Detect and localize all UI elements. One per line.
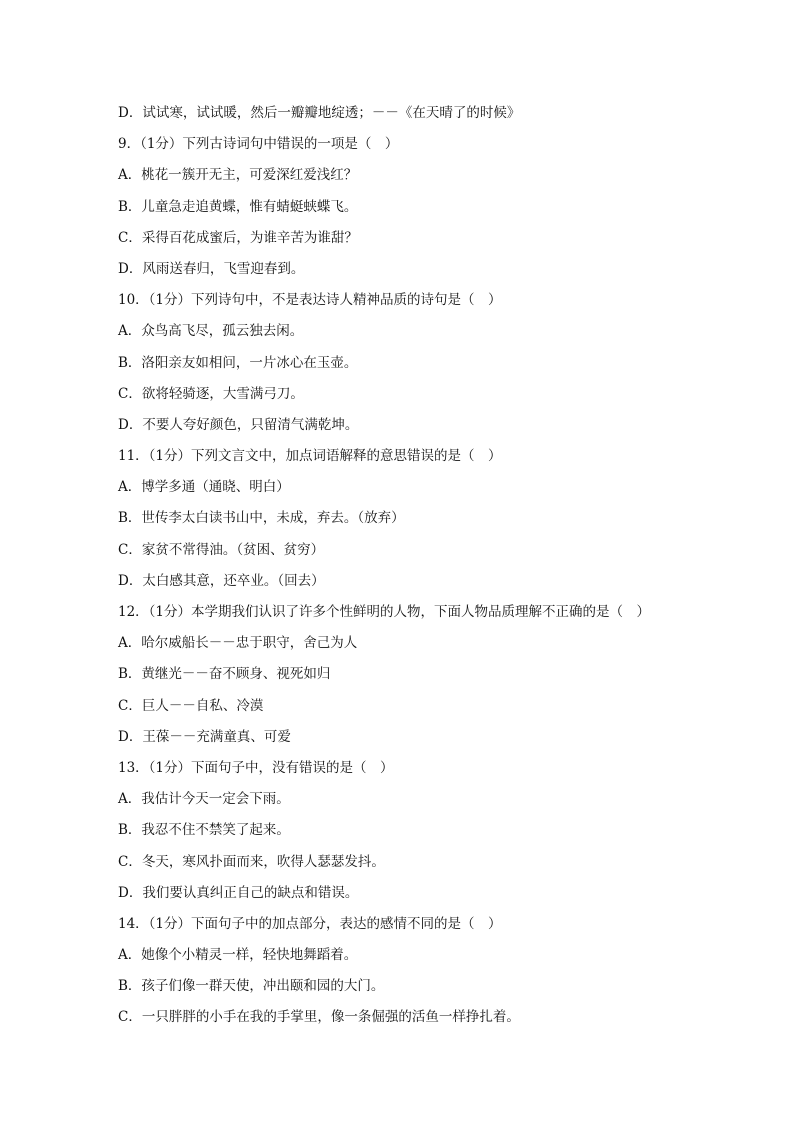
option-line: B．我忍不住不禁笑了起来。: [118, 822, 290, 839]
option-line: D．风雨送春归，飞雪迎春到。: [118, 260, 305, 277]
question-10: 10．（1分）下列诗句中，不是表达诗人精神品质的诗句是（ ）: [118, 292, 502, 309]
option-line: A．桃花一簇开无主，可爱深红爱浅红？: [118, 167, 358, 184]
question-9: 9．（1分）下列古诗词句中错误的一项是（ ）: [118, 136, 399, 153]
question-12: 12．（1分）本学期我们认识了许多个性鲜明的人物，下面人物品质理解不正确的是（ ）: [118, 604, 651, 620]
option-line: C．巨人－－自私、冷漠: [118, 697, 264, 714]
option-line: D．不要人夸好颜色，只留清气满乾坤。: [118, 416, 359, 433]
option-line: C．冬天，寒风扑面而来，吹得人瑟瑟发抖。: [118, 853, 385, 870]
option-line: B．黄继光－－奋不顾身、视死如归: [118, 666, 331, 683]
option-line: A．博学多通（通晓、明白）: [118, 479, 290, 496]
option-line: B．儿童急走追黄蝶，惟有蜻蜓蛱蝶飞。: [118, 198, 358, 215]
option-line: A．众鸟高飞尽，孤云独去闲。: [118, 323, 304, 340]
exam-content: [118, 100, 678, 1036]
option-line: C．欲将轻骑逐，大雪满弓刀。: [118, 385, 304, 402]
option-line: B．孩子们像一群天使，冲出颐和园的大门。: [118, 978, 385, 995]
option-line: D．试试寒，试试暖，然后一瓣瓣地绽透；－－《在天晴了的时候》: [118, 105, 521, 121]
option-line: B．洛阳亲友如相问，一片冰心在玉壶。: [118, 354, 358, 371]
question-13: 13．（1分）下面句子中，没有错误的是（ ）: [118, 759, 394, 776]
option-line: D．王葆－－充满童真、可爱: [118, 728, 291, 745]
option-line: A．她像个小精灵一样，轻快地舞蹈着。: [118, 947, 358, 964]
option-line: D．太白感其意，还卒业。（回去）: [118, 572, 325, 589]
option-line: C．一只胖胖的小手在我的手掌里，像一条倔强的活鱼一样挣扎着。: [118, 1009, 520, 1026]
option-line: C．采得百花成蜜后，为谁辛苦为谁甜？: [118, 229, 358, 246]
option-line: C．家贫不常得油。（贫困、贫穷）: [118, 541, 325, 558]
option-line: B．世传李太白读书山中，未成，弃去。（放弃）: [118, 510, 405, 527]
question-14: 14．（1分）下面句子中的加点部分，表达的感情不同的是（ ）: [118, 915, 502, 932]
question-11: 11．（1分）下列文言文中，加点词语解释的意思错误的是（ ）: [118, 448, 502, 465]
option-line: A．我估计今天一定会下雨。: [118, 791, 290, 808]
option-line: A．哈尔威船长－－忠于职守，舍己为人: [118, 635, 358, 652]
option-line: D．我们要认真纠正自己的缺点和错误。: [118, 884, 359, 901]
